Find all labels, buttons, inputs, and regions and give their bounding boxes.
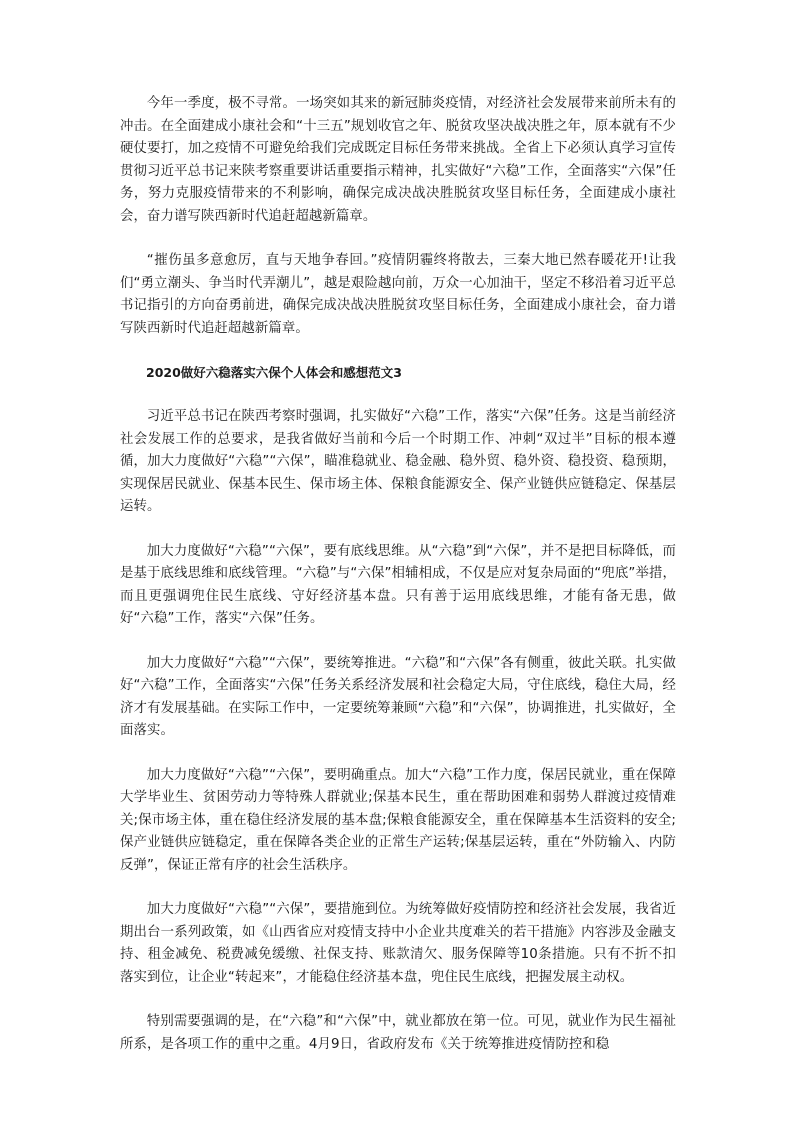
paragraph-8: 特别需要强调的是，在“六稳”和“六保”中，就业都放在第一位。可见，就业作为民生福祉所系，是各项工作的重中之重。4月9日，省政府发布《关于统筹推进疫情防控和稳 [120,1014,676,1052]
paragraph-gap [120,340,676,362]
paragraph-gap [120,989,676,1011]
paragraph-3: 习近平总书记在陕西考察时强调，扎实做好“六稳”工作，落实“六保”任务。这是当前经济社会发展工作的总要求，是我省做好当前和今后一个时期工作、冲刺“双过半”目标的根本遵循，加大力度做好“六稳”“六保”，瞄准稳就业、稳金融、稳外贸、稳外资、稳投资、稳预期，实现保居民就业、保基本民生、保市场主体、保粮食能源安全、保产业链供应链稳定、保基层运转。 [120,409,676,514]
section-heading: 2020做好六稳落实六保个人体会和感想范文3 [146,365,402,380]
paragraph-5: 加大力度做好“六稳”“六保”，要统筹推进。“六稳”和“六保”各有侧重，彼此关联。扎实做好“六稳”工作，全面落实“六保”任务关系经济发展和社会稳定大局，守住底线，稳住大局，经济才有发展基础。在实际工作中，一定要统筹兼顾“六稳”和“六保”，协调推进，扎实做好，全面落实。 [120,655,676,738]
paragraph-7: 加大力度做好“六稳”“六保”，要措施到位。为统筹做好疫情防控和经济社会发展，我省近期出台一系列政策，如《山西省应对疫情支持中小企业共度难关的若干措施》内容涉及金融支持、租金减免、税费减免缓缴、社保支持、账款清欠、服务保障等10条措施。只有不折不扣落实到位，让企业“转起来”，才能稳住经济基本盘，兜住民生底线，把握发展主动权。 [120,902,676,985]
paragraph-gap [120,384,676,406]
paragraph-6: 加大力度做好“六稳”“六保”，要明确重点。加大“六稳”工作力度，保居民就业，重在保障大学毕业生、贫困劳动力等特殊人群就业;保基本民生，重在帮助困难和弱势人群渡过疫情难关;保市场主体，重在稳住经济发展的基本盘;保粮食能源安全，重在保障基本生活资料的安全;保产业链供应链稳定，重在保障各类企业的正常生产运转;保基层运转，重在“外防输入、内防反弹”，保证正常有序的社会生活秩序。 [120,767,676,873]
paragraph-gap [120,631,676,653]
paragraph-4: 加大力度做好“六稳”“六保”，要有底线思维。从“六稳”到“六保”，并不是把目标降低，而是基于底线思维和底线管理。“六稳”与“六保”相辅相成，不仅是应对复杂局面的“兜底”举措，而且更强调兜住民生底线、守好经济基本盘。只有善于运用底线思维，才能有备无患，做好“六稳”工作，落实“六保”任务。 [120,543,676,626]
paragraph-gap [120,877,676,899]
paragraph-2: “摧伤虽多意愈厉，直与天地争春回。”疫情阴霾终将散去，三秦大地已然春暖花开!让我们“勇立潮头、争当时代弄潮儿”，越是艰险越向前，万众一心加油干，坚定不移沿着习近平总书记指引的方向奋勇前进，确保完成决战决胜脱贫攻坚目标任务，全面建成小康社会，奋力谱写陕西新时代追赶超越新篇章。 [120,253,676,336]
paragraph-gap [120,228,676,250]
paragraph-1: 今年一季度，极不寻常。一场突如其来的新冠肺炎疫情，对经济社会发展带来前所未有的冲击。在全面建成小康社会和“十三五”规划收官之年、脱贫攻坚决战决胜之年，原本就有不少硬仗要打，加之疫情不可避免给我们完成既定目标任务带来挑战。全省上下必须认真学习宣传贯彻习近平总书记来陕考察重要讲话重要指示精神，扎实做好“六稳”工作，全面落实“六保”任务，努力克服疫情带来的不利影响，确保完成决战决胜脱贫攻坚目标任务，全面建成小康社会，奋力谱写陕西新时代追赶超越新篇章。 [120,96,676,224]
paragraph-gap [120,743,676,765]
document-page [120,93,676,1056]
paragraph-gap [120,519,676,541]
